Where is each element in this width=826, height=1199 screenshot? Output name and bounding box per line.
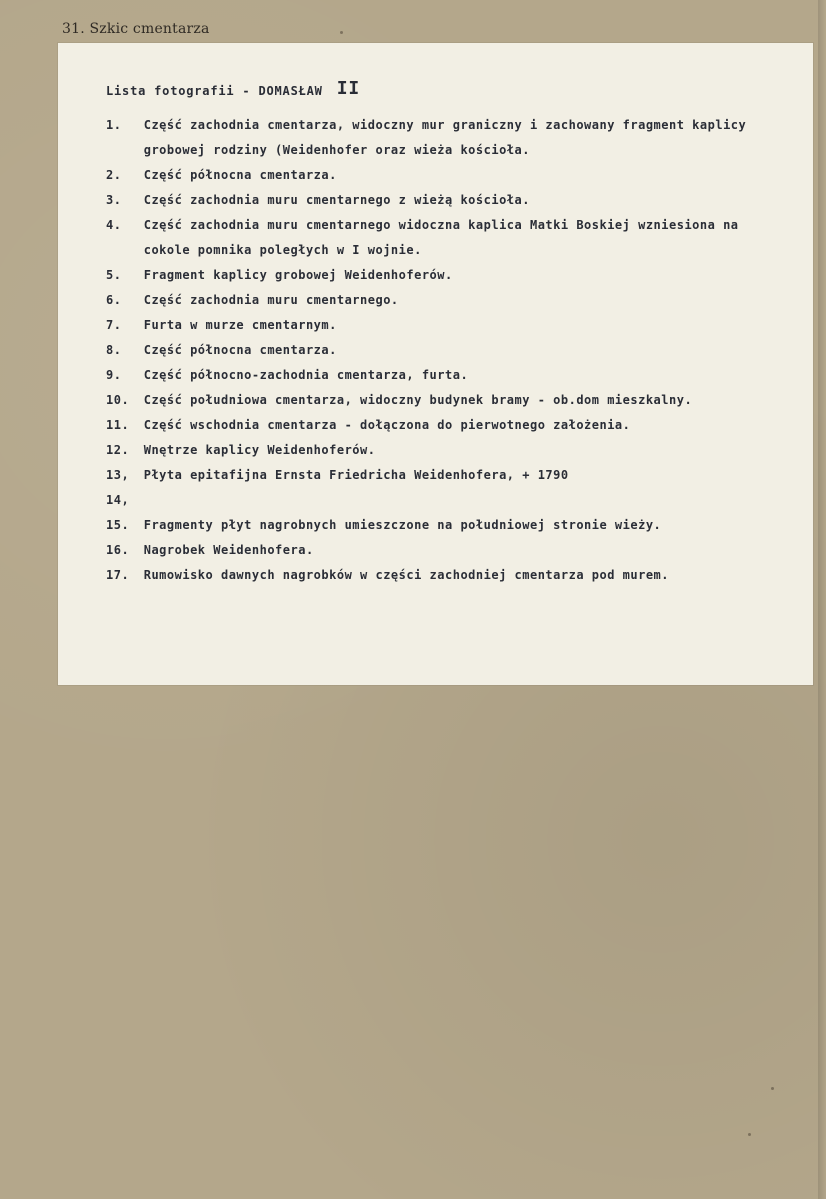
list-item xyxy=(106,438,786,463)
list-item-text: Część północno-zachodnia cmentarza, furta. xyxy=(143,368,469,382)
list-item-number: 15. xyxy=(106,518,130,532)
list-item-number: 7. xyxy=(106,318,122,332)
cardboard-edge-shadow xyxy=(818,0,826,1199)
list-item xyxy=(106,113,786,163)
photo-list xyxy=(106,113,786,588)
list-item-number: 8. xyxy=(106,343,122,357)
list-item-number: 6. xyxy=(106,293,122,307)
list-item xyxy=(106,538,786,563)
list-item-text: Fragmenty płyt nagrobnych umieszczone na południowej stronie wieży. xyxy=(143,518,662,532)
list-item-number: 17. xyxy=(106,568,130,582)
list-item xyxy=(106,513,786,538)
list-item xyxy=(106,388,786,413)
list-item-text: Część północna cmentarza. xyxy=(143,343,337,357)
list-item-text: Rumowisko dawnych nagrobków w części zachodniej cmentarza pod murem. xyxy=(143,568,670,582)
list-item xyxy=(106,363,786,388)
list-item xyxy=(106,413,786,438)
list-item-number: 16. xyxy=(106,543,130,557)
list-item-text: Część północna cmentarza. xyxy=(143,168,337,182)
list-item-text: Nagrobek Weidenhofera. xyxy=(143,543,314,557)
list-item-number: 3. xyxy=(106,193,122,207)
paper-speck xyxy=(748,1133,751,1136)
list-item xyxy=(106,263,786,288)
list-item-text: Płyta epitafijna Ernsta Friedricha Weidenhofera, + 1790 xyxy=(143,468,569,482)
list-item xyxy=(106,188,786,213)
list-item-text: Część południowa cmentarza, widoczny budynek bramy - ob.dom mieszkalny. xyxy=(143,393,693,407)
list-item xyxy=(106,338,786,363)
list-item-text: Część zachodnia muru cmentarnego. xyxy=(143,293,399,307)
list-item-number: 1. xyxy=(106,118,122,132)
list-title-text: Lista fotografii - DOMASŁAW xyxy=(106,84,323,98)
list-item-number: 12. xyxy=(106,443,130,457)
list-item-number: 10. xyxy=(106,393,130,407)
list-item-number: 4. xyxy=(106,218,122,232)
paper-speck xyxy=(771,1087,774,1090)
list-item-text: Część zachodnia muru cmentarnego widoczna kaplica Matki Boskiej wzniesiona na cokole pomnika poległych w I wojnie. xyxy=(143,218,739,257)
list-item-text: Furta w murze cmentarnym. xyxy=(143,318,337,332)
list-item-number: 5. xyxy=(106,268,122,282)
list-title xyxy=(106,79,360,100)
page-caption: 31. Szkic cmentarza xyxy=(62,21,210,37)
roman-numeral: II xyxy=(336,78,360,99)
list-item-number: 11. xyxy=(106,418,130,432)
list-item-number: 2. xyxy=(106,168,122,182)
list-item-text: Wnętrze kaplicy Weidenhoferów. xyxy=(143,443,376,457)
list-item-text: Fragment kaplicy grobowej Weidenhoferów. xyxy=(143,268,453,282)
list-item xyxy=(106,288,786,313)
paper-speck xyxy=(340,31,343,34)
list-item-number: 13, 14, xyxy=(106,468,130,507)
list-item-number: 9. xyxy=(106,368,122,382)
list-item xyxy=(106,313,786,338)
list-item xyxy=(106,213,786,263)
list-item xyxy=(106,563,786,588)
list-item-text: Część zachodnia cmentarza, widoczny mur graniczny i zachowany fragment kaplicy grobowej rodziny (Weidenhofer oraz wieża kościoła. xyxy=(143,118,747,157)
list-item-text: Część zachodnia muru cmentarnego z wieżą kościoła. xyxy=(143,193,530,207)
list-item xyxy=(106,163,786,188)
list-item-text: Część wschodnia cmentarza - dołączona do pierwotnego założenia. xyxy=(143,418,631,432)
list-item xyxy=(106,463,786,513)
typed-list-sheet xyxy=(58,43,813,685)
